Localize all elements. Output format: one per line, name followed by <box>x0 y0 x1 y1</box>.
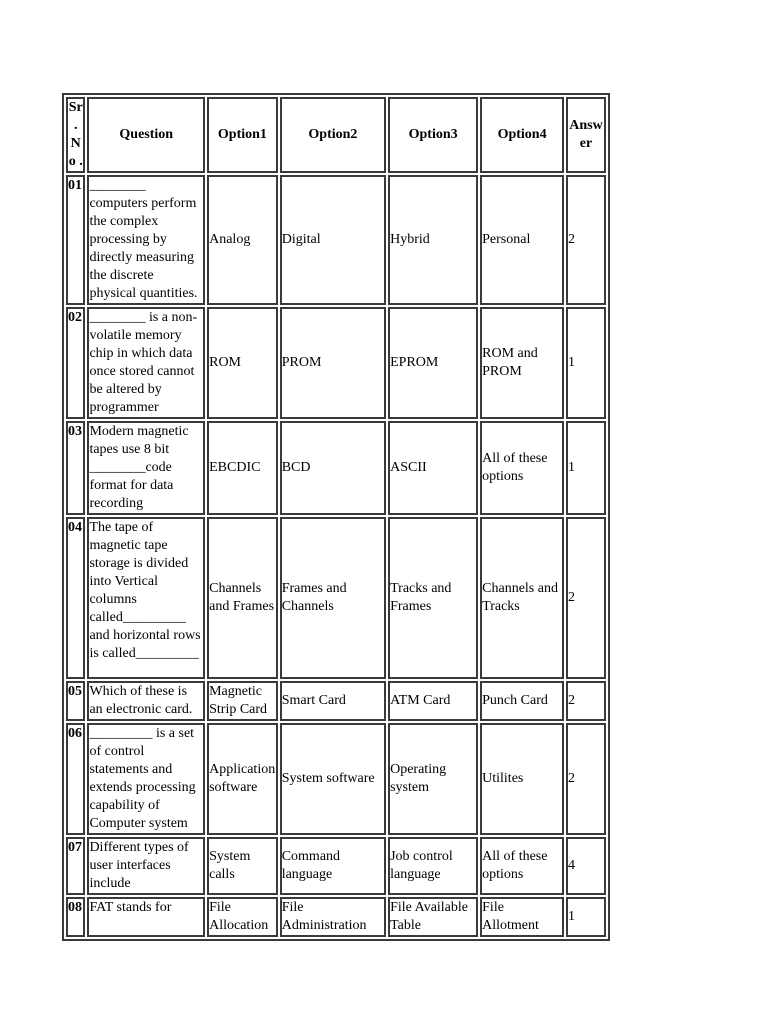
table-row <box>66 837 606 895</box>
sr-no-cell: 07 <box>66 837 85 895</box>
table-row <box>66 307 606 419</box>
header-option3: Option3 <box>388 97 478 173</box>
option1-cell: ROM <box>207 307 278 419</box>
answer-cell: 1 <box>566 897 606 937</box>
answer-cell: 4 <box>566 837 606 895</box>
answer-cell: 2 <box>566 723 606 835</box>
question-cell: Different types of user interfaces include <box>87 837 205 895</box>
option4-cell: All of these options <box>480 837 564 895</box>
option4-cell: ROM and PROM <box>480 307 564 419</box>
answer-cell: 1 <box>566 421 606 515</box>
option2-cell: Frames and Channels <box>280 517 386 679</box>
option1-cell: Application software <box>207 723 278 835</box>
option2-cell: BCD <box>280 421 386 515</box>
option3-cell: Operating system <box>388 723 478 835</box>
option4-cell: Utilites <box>480 723 564 835</box>
table-row <box>66 681 606 721</box>
option3-cell: File Available Table <box>388 897 478 937</box>
table-row <box>66 421 606 515</box>
sr-no-cell: 02 <box>66 307 85 419</box>
question-cell: ________ computers perform the complex processing by directly measuring the discrete physical quantities. <box>87 175 205 305</box>
header-option2: Option2 <box>280 97 386 173</box>
question-cell: Modern magnetic tapes use 8 bit ________code format for data recording <box>87 421 205 515</box>
option2-cell: File Administration <box>280 897 386 937</box>
option4-cell: Personal <box>480 175 564 305</box>
header-option1: Option1 <box>207 97 278 173</box>
table-row <box>66 723 606 835</box>
option4-cell: Channels and Tracks <box>480 517 564 679</box>
option1-cell: Channels and Frames <box>207 517 278 679</box>
option3-cell: ASCII <box>388 421 478 515</box>
table-row <box>66 897 606 937</box>
sr-no-cell: 03 <box>66 421 85 515</box>
sr-no-cell: 04 <box>66 517 85 679</box>
option3-cell: Job control language <box>388 837 478 895</box>
answer-cell: 2 <box>566 517 606 679</box>
option3-cell: ATM Card <box>388 681 478 721</box>
option2-cell: Command language <box>280 837 386 895</box>
option1-cell: EBCDIC <box>207 421 278 515</box>
header-question: Question <box>87 97 205 173</box>
sr-no-cell: 08 <box>66 897 85 937</box>
option4-cell: File Allotment <box>480 897 564 937</box>
question-cell: ________ is a non-volatile memory chip in which data once stored cannot be altered by programmer <box>87 307 205 419</box>
table-row <box>66 175 606 305</box>
option2-cell: Smart Card <box>280 681 386 721</box>
option2-cell: PROM <box>280 307 386 419</box>
option4-cell: Punch Card <box>480 681 564 721</box>
option3-cell: Hybrid <box>388 175 478 305</box>
option1-cell: Analog <box>207 175 278 305</box>
header-answer: Answ er <box>566 97 606 173</box>
sr-no-cell: 06 <box>66 723 85 835</box>
sr-no-cell: 01 <box>66 175 85 305</box>
question-cell: The tape of magnetic tape storage is divided into Vertical columns called_________ and horizontal rows is called_________ <box>87 517 205 679</box>
answer-cell: 2 <box>566 681 606 721</box>
option3-cell: EPROM <box>388 307 478 419</box>
header-option4: Option4 <box>480 97 564 173</box>
option1-cell: System calls <box>207 837 278 895</box>
question-cell: _________ is a set of control statements and extends processing capability of Computer system <box>87 723 205 835</box>
option2-cell: System software <box>280 723 386 835</box>
mcq-table <box>62 93 610 941</box>
option2-cell: Digital <box>280 175 386 305</box>
question-cell: Which of these is an electronic card. <box>87 681 205 721</box>
answer-cell: 2 <box>566 175 606 305</box>
header-sr-no: Sr. No . <box>66 97 85 173</box>
question-cell: FAT stands for <box>87 897 205 937</box>
table-header-row <box>66 97 606 173</box>
answer-cell: 1 <box>566 307 606 419</box>
table-row <box>66 517 606 679</box>
option3-cell: Tracks and Frames <box>388 517 478 679</box>
option1-cell: Magnetic Strip Card <box>207 681 278 721</box>
option4-cell: All of these options <box>480 421 564 515</box>
option1-cell: File Allocation <box>207 897 278 937</box>
sr-no-cell: 05 <box>66 681 85 721</box>
